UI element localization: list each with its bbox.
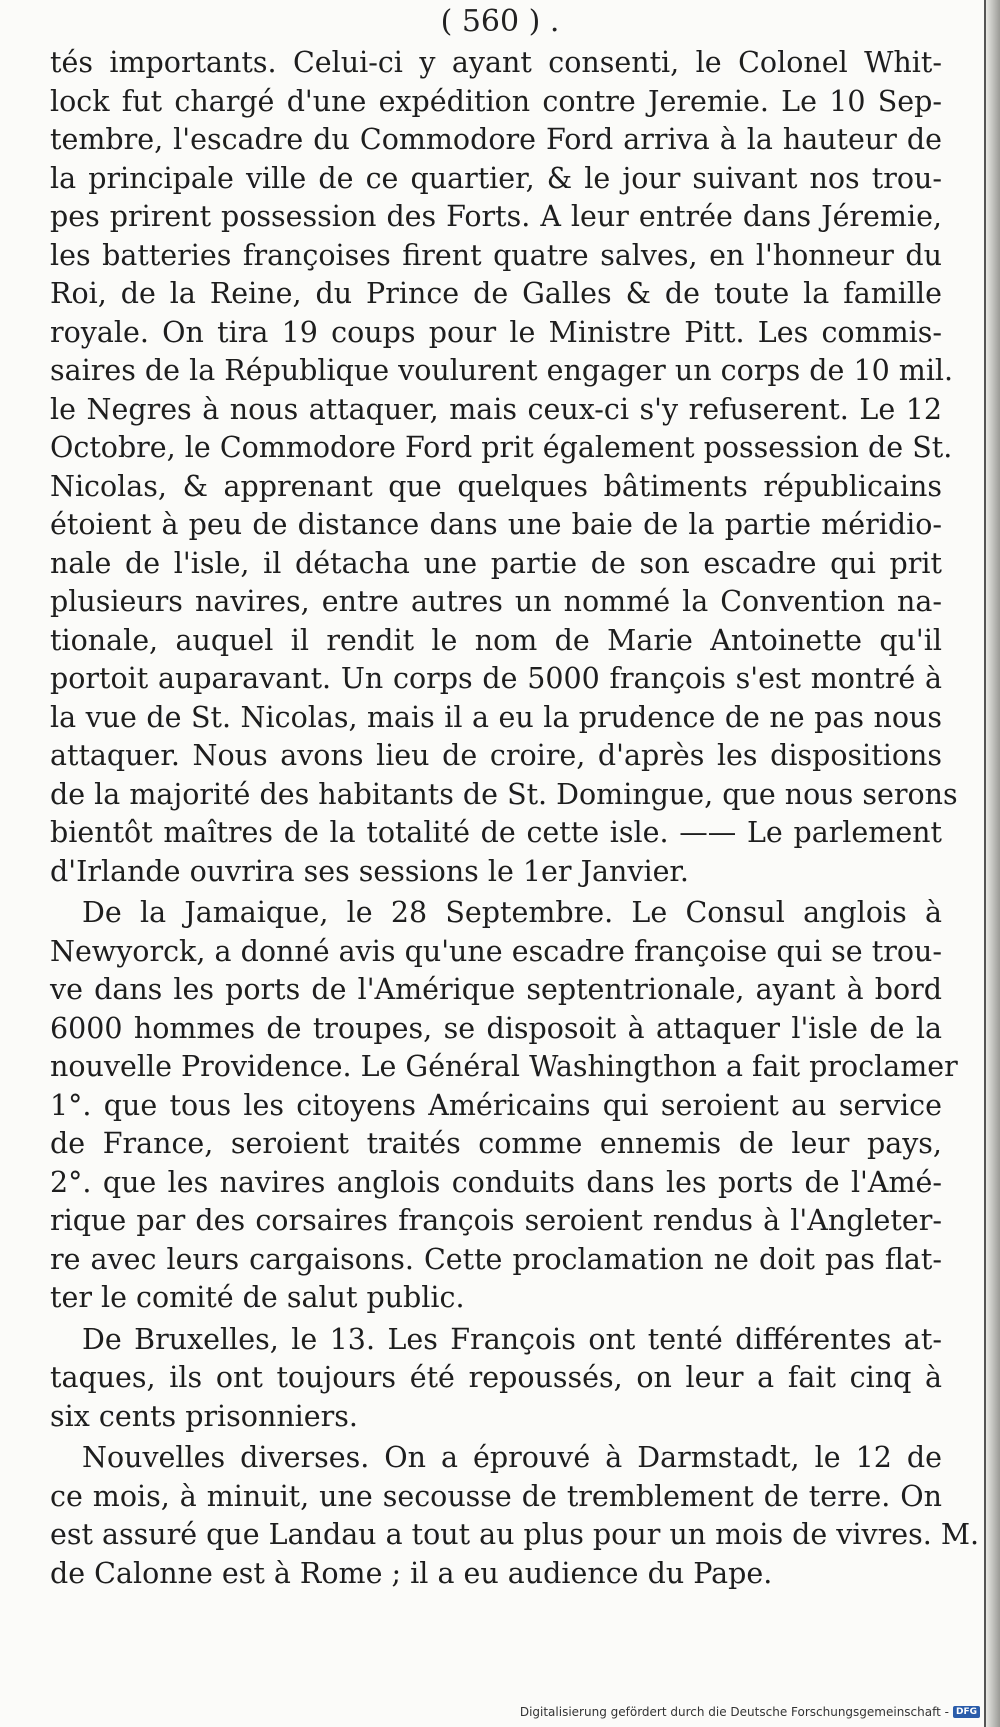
text-line: Octobre, le Commodore Ford prit également possession de St. — [50, 431, 953, 464]
text-line: taques, ils ont toujours été repoussés, on leur a fait cinq à — [50, 1361, 942, 1394]
dfg-logo: DFG — [953, 1706, 980, 1718]
text-line: De la Jamaique, le 28 Septembre. Le Consul anglois à — [82, 896, 942, 929]
page-number: ( 560 ) . — [440, 4, 560, 39]
text-line: royale. On tira 19 coups pour le Ministre Pitt. Les commis- — [50, 315, 942, 349]
text-line: lock fut chargé d'une expédition contre Jeremie. Le 10 Sep- — [50, 84, 942, 118]
text-line: rique par des corsaires françois seroient rendus à l'Angleter- — [50, 1204, 942, 1237]
text-line: les batteries françoises firent quatre salves, en l'honneur du — [50, 238, 942, 272]
text-line: de la majorité des habitants de St. Domingue, que nous serons — [50, 777, 958, 811]
text-line: portoit auparavant. Un corps de 5000 françois s'est montré à — [50, 662, 942, 695]
text-line: 2°. que les navires anglois conduits dans les ports de l'Amé- — [50, 1165, 942, 1199]
text-line: bientôt maîtres de la totalité de cette isle. —— Le parlement — [50, 816, 942, 849]
text-line: la vue de St. Nicolas, mais il a eu la prudence de ne pas nous — [50, 700, 942, 734]
text-line: 1°. que tous les citoyens Américains qui seroient au service — [50, 1088, 942, 1122]
text-line: d'Irlande ouvrira ses sessions le 1er Janvier. — [50, 854, 689, 888]
text-line: de France, seroient traités comme ennemis de leur pays, — [50, 1127, 942, 1160]
article-body — [50, 44, 980, 1593]
text-line: étoient à peu de distance dans une baie de la partie méridio- — [50, 508, 942, 541]
text-line: 6000 hommes de troupes, se disposoit à attaquer l'isle de la — [50, 1011, 942, 1045]
text-line: nouvelle Providence. Le Général Washingthon a fait proclamer — [50, 1050, 958, 1083]
text-line: tionale, auquel il rendit le nom de Marie Antoinette qu'il — [50, 623, 942, 657]
digitization-credit — [520, 1705, 980, 1719]
text-line: six cents prisonniers. — [50, 1399, 358, 1433]
text-line: Roi, de la Reine, du Prince de Galles & de toute la famille — [50, 277, 942, 310]
text-line: ter le comité de salut public. — [50, 1281, 465, 1314]
text-line: Nicolas, & apprenant que quelques bâtiments républicains — [50, 469, 942, 503]
text-line: tés importants. Celui-ci y ayant consenti, le Colonel Whit- — [50, 46, 942, 79]
text-line: plusieurs navires, entre autres un nommé la Convention na- — [50, 585, 942, 618]
text-line: Nouvelles diverses. On a éprouvé à Darmstadt, le 12 de — [82, 1441, 942, 1474]
text-line: saires de la République voulurent engager un corps de 10 mil. — [50, 354, 954, 387]
credit-text: Digitalisierung gefördert durch die Deutsche Forschungsgemeinschaft - — [519, 1705, 949, 1719]
text-line: ce mois, à minuit, une secousse de tremblement de terre. On — [50, 1479, 942, 1513]
text-line: nale de l'isle, il détacha une partie de son escadre qui prit — [50, 546, 942, 580]
text-line: est assuré que Landau a tout au plus pour un mois de vivres. M. — [50, 1518, 980, 1551]
text-line: ve dans les ports de l'Amérique septentrionale, ayant à bord — [50, 973, 942, 1006]
text-line: re avec leurs cargaisons. Cette proclamation ne doit pas flat- — [50, 1242, 942, 1276]
text-line: pes prirent possession des Forts. A leur entrée dans Jéremie, — [50, 200, 942, 233]
text-line: Newyorck, a donné avis qu'une escadre françoise qui se trou- — [50, 934, 942, 968]
text-line: la principale ville de ce quartier, & le jour suivant nos trou- — [50, 161, 942, 195]
text-line: attaquer. Nous avons lieu de croire, d'après les dispositions — [50, 739, 942, 772]
text-line: de Calonne est à Rome ; il a eu audience du Pape. — [50, 1556, 773, 1590]
text-line: tembre, l'escadre du Commodore Ford arriva à la hauteur de — [50, 123, 942, 156]
page-edge — [986, 0, 1000, 1727]
text-line: le Negres à nous attaquer, mais ceux-ci s'y refuserent. Le 12 — [50, 392, 942, 426]
text-line: De Bruxelles, le 13. Les François ont tenté différentes at- — [82, 1322, 942, 1356]
